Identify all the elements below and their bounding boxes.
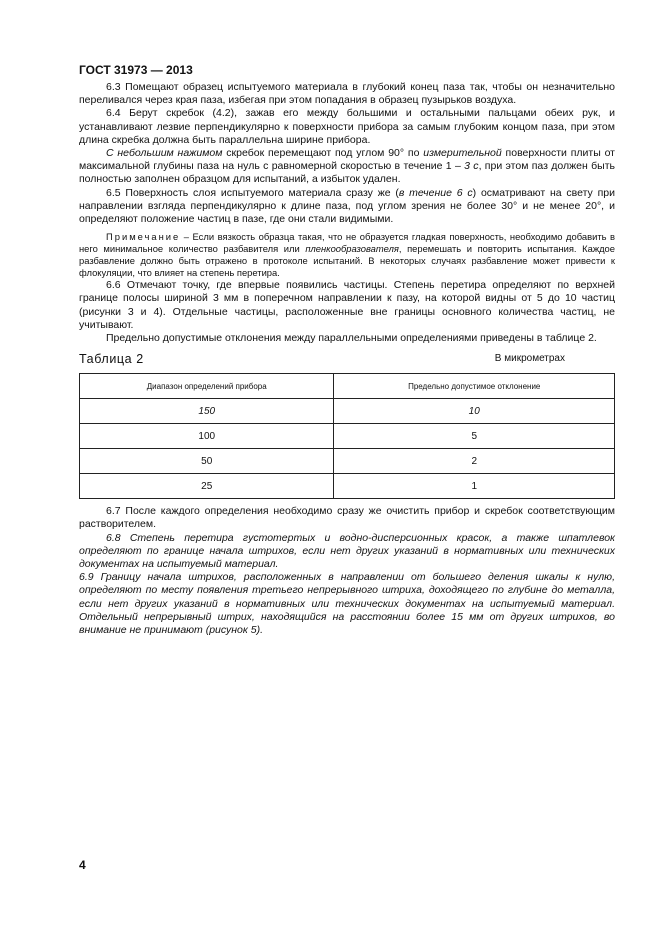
text-run: , при этом паз должен быть полностью заполнен образцом для испытаний, а избыток удален. (79, 160, 615, 186)
standard-header: ГОСТ 31973 — 2013 (79, 63, 193, 77)
table-caption-row (79, 350, 615, 370)
table-header-cell: Предельно допустимое отклонение (334, 374, 615, 399)
paragraph-6-8: 6.8 Степень перетира густотертых и водно-дисперсионных красок, а также шпатлевок определяют по границе начала штрихов, если нет других указаний в нормативных или технических документах на испытуемый материал. (79, 531, 615, 571)
text-run: 6.5 Поверхность слоя испытуемого материала сразу же ( (106, 186, 399, 199)
text-run: , перемешать и повторить испытания. Каждое разбавление должно быть отражено в протоколе испытаний. В некоторых случаях разбавление может привести к флокуляции, что влияет на степень перетира. (79, 243, 615, 279)
table-row (80, 449, 615, 474)
text-run: поверхности плиты от максимальной глубины паза на нуль с равномерной скоростью в течение 1 – (79, 147, 615, 173)
table-cell: 10 (334, 399, 615, 424)
table-row (80, 474, 615, 499)
text-run: – Если вязкость образца такая, что не образуется гладкая поверхность, необходимо добавить в него минимальное количество разбавителя или (79, 231, 615, 255)
page-number: 4 (79, 858, 86, 872)
paragraph-6-3: 6.3 Помещают образец испытуемого материала в глубокий конец паза так, чтобы он незначительно переливался через края паза, избегая при этом попадания в образец пузырьков воздуха. (79, 81, 615, 107)
italic-text: в течение 6 с (398, 186, 473, 199)
text-run: ) осматривают на свету при направлении взгляда перпендикулярно к длине паза, под углом зрения не более 30° и не менее 20°, и определяют положение частиц в пазе, где они стали видимыми. (79, 186, 615, 226)
italic-text: С небольшим нажимом (106, 147, 223, 160)
italic-text: пленкообразователя (305, 243, 399, 255)
paragraph-6-6-continued: Предельно допустимые отклонения между параллельными определениями приведены в таблице 2. (106, 332, 597, 345)
note-paragraph (79, 231, 615, 279)
table-cell: 1 (334, 474, 615, 499)
table-row (80, 399, 615, 424)
paragraph-6-4-continued (79, 147, 615, 187)
table-header-row (80, 374, 615, 399)
table-cell: 25 (80, 474, 334, 499)
italic-text: измерительной (423, 147, 502, 160)
deviation-table (79, 373, 615, 499)
paragraph-6-5 (79, 187, 615, 227)
document-body (79, 81, 615, 637)
table-title: Таблица 2 (79, 352, 144, 367)
table-cell: 150 (80, 399, 334, 424)
table-header-cell: Диапазон определений прибора (80, 374, 334, 399)
table-cell: 100 (80, 424, 334, 449)
paragraph-6-9: 6.9 Границу начала штрихов, расположенных в направлении от большего деления шкалы к нулю, определяют по месту появления третьего непрерывного штриха, доходящего по глубине до металла, если нет других указаний в нормативных или технических документах на испытуемый материал. Отдельный непрерывный штрих, находящийся на расстоянии более 15 мм от других штрихов, во внимание не принимают (рисунок 5). (79, 571, 615, 637)
note-label: Примечание (106, 231, 181, 243)
table-unit: В микрометрах (494, 353, 565, 365)
text-run: скребок перемещают под углом 90° по (222, 147, 424, 160)
table-cell: 50 (80, 449, 334, 474)
table-row (80, 424, 615, 449)
table-cell: 2 (334, 449, 615, 474)
paragraph-6-4: 6.4 Берут скребок (4.2), зажав его между большими и остальными пальцами обеих рук, и устанавливают лезвие перпендикулярно к поверхности прибора за самым глубоким концом паза, при этом длина скребка должна быть параллельна ширине прибора. (79, 107, 615, 146)
paragraph-6-6: 6.6 Отмечают точку, где впервые появились частицы. Степень перетира определяют по верхней границе полосы шириной 3 мм в поперечном направлении к пазу, на которой видны от 5 до 10 частиц (рисунки 3 и 4). Отдельные частицы, расположенные вне границы основного количества частиц, не учитывают. (79, 279, 615, 331)
table-cell: 5 (334, 424, 615, 449)
italic-text: 3 с (464, 160, 479, 173)
paragraph-6-7: 6.7 После каждого определения необходимо сразу же очистить прибор и скребок соответствующим растворителем. (79, 505, 615, 531)
